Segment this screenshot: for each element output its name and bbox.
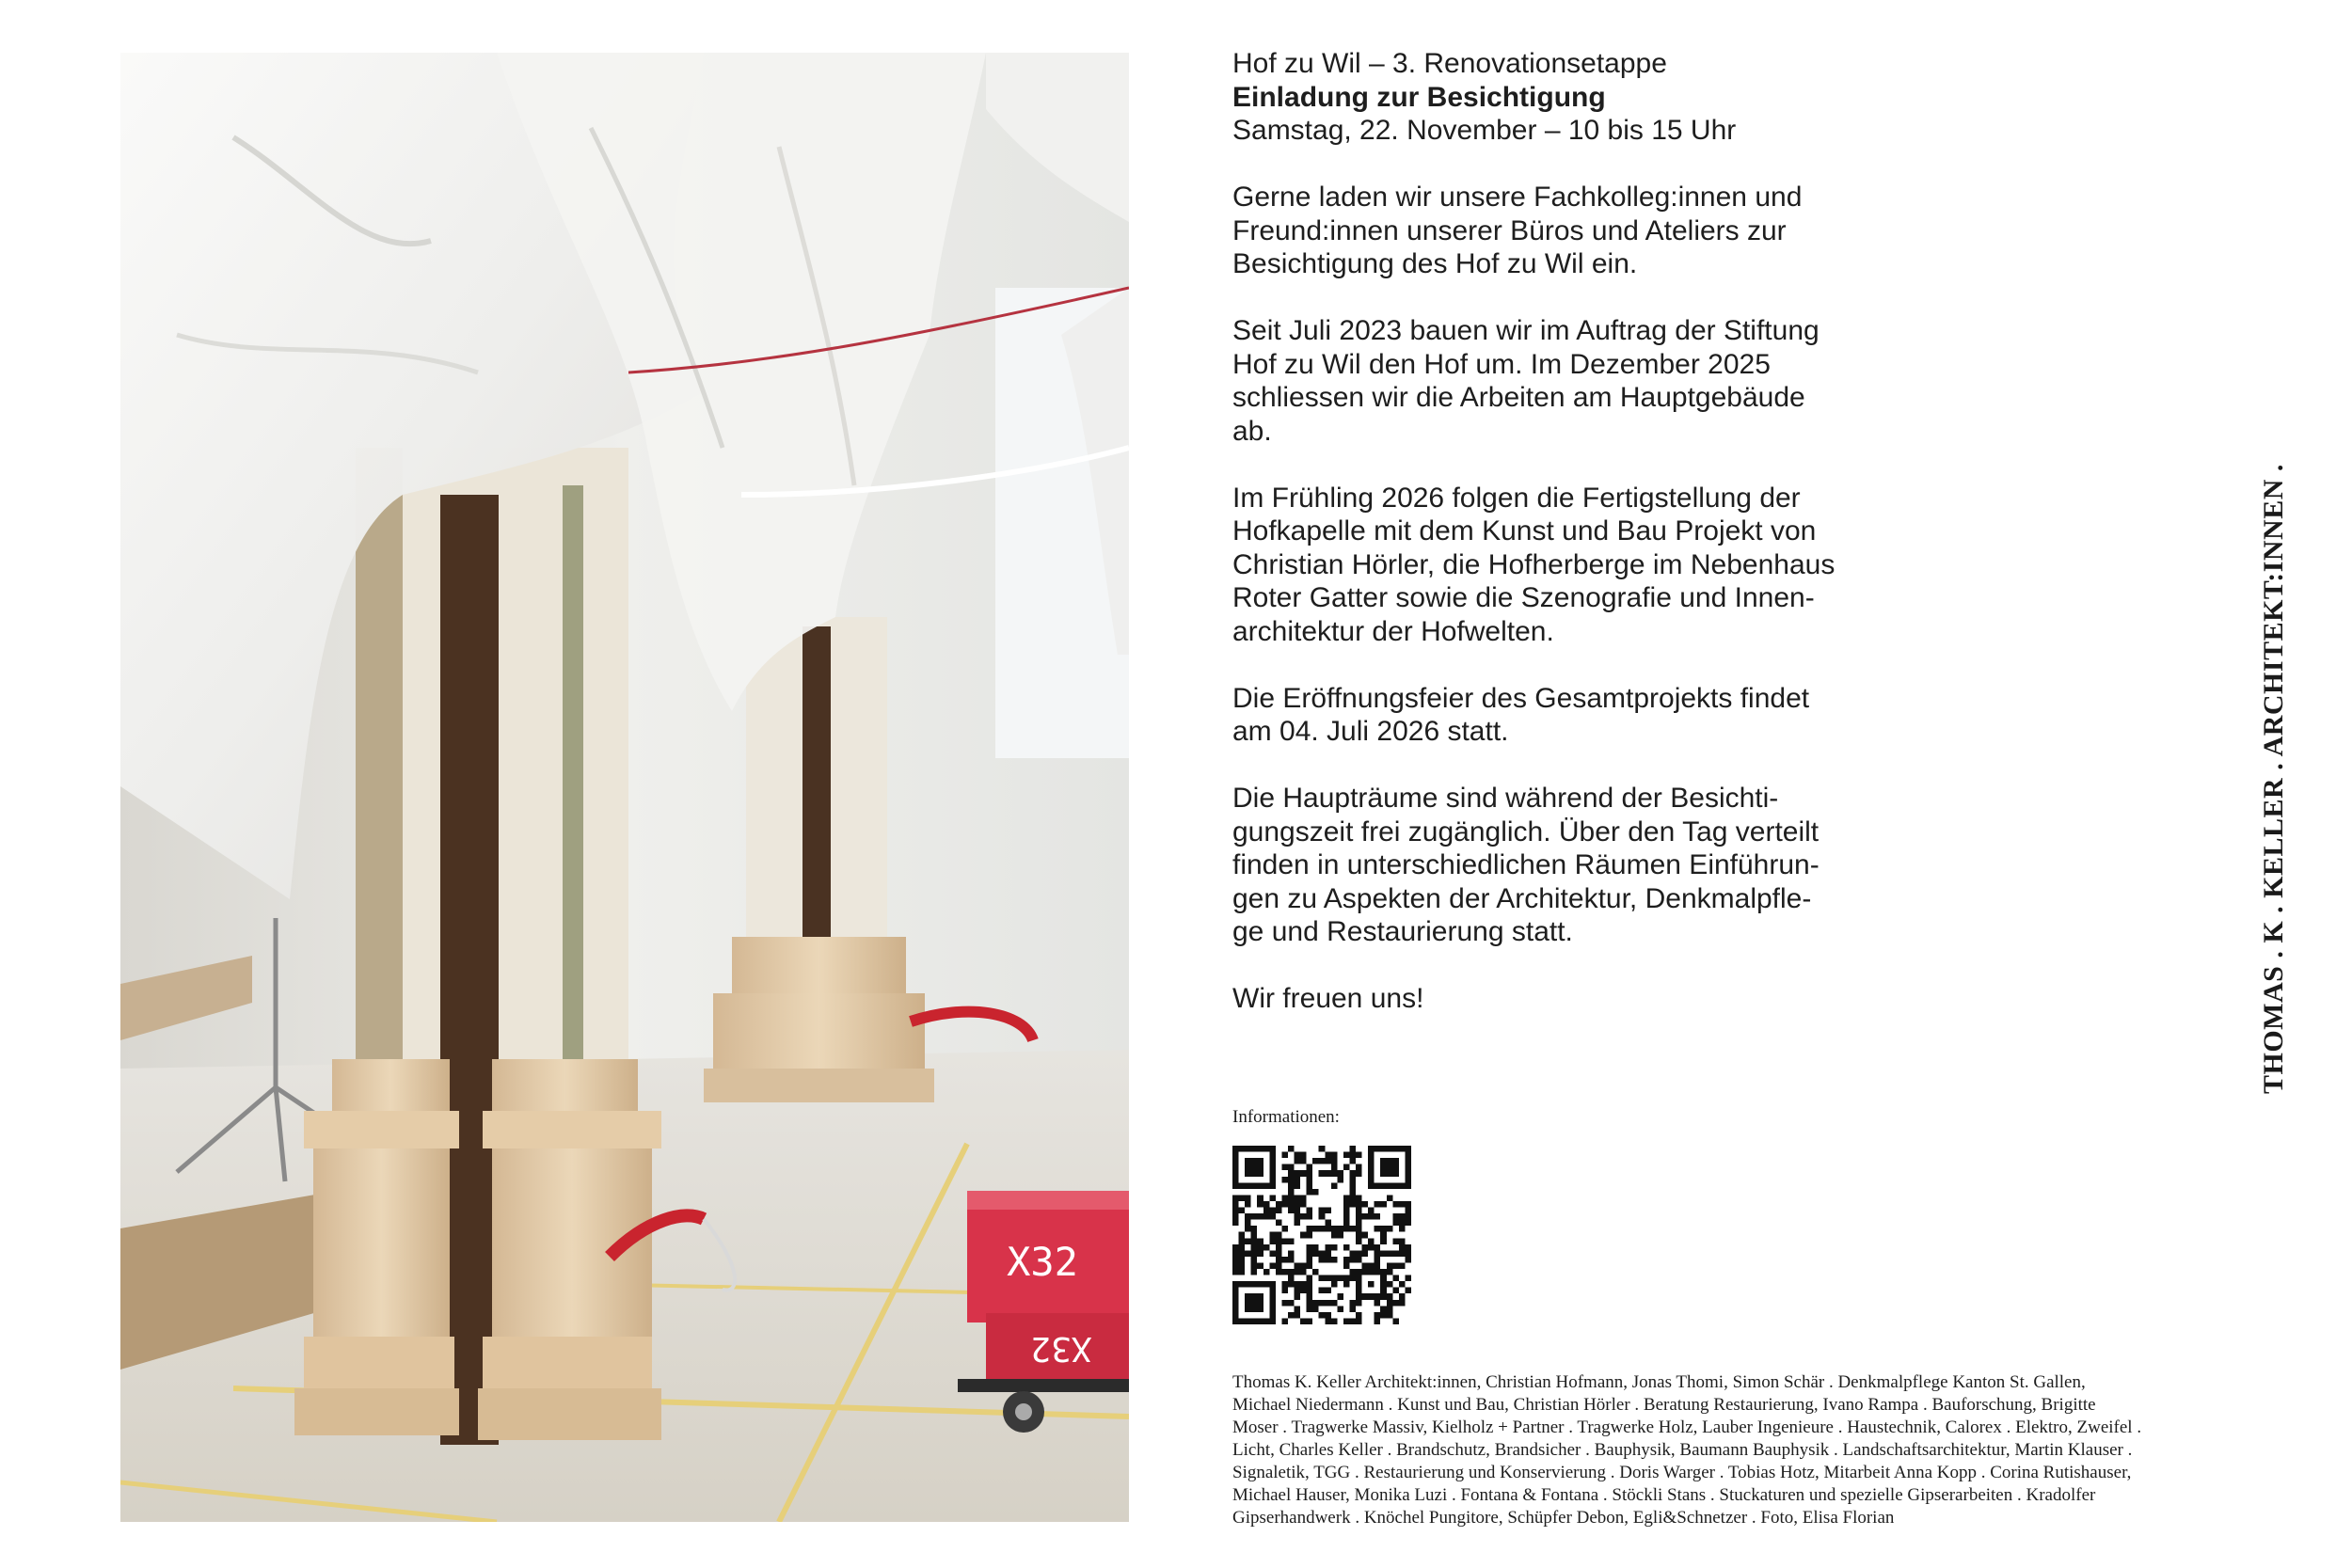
paragraph-invitation: Gerne laden wir unsere Fachkolleg:innen und Freund:innen unserer Büros und Ateliers zur Besichtigung des Hof zu Wil ein. bbox=[1232, 182, 1803, 279]
paragraph-construction: Seit Juli 2023 bauen wir im Auftrag der Stiftung Hof zu Wil den Hof um. Im Dezember 2025 schliessen wir die Arbeiten am Hauptgebäude ab. bbox=[1232, 315, 1820, 447]
invitation-text bbox=[1232, 47, 1910, 1049]
paragraph-spring-2026: Im Frühling 2026 folgen die Fertigstellung der Hofkapelle mit dem Kunst und Bau Projekt von Christian Hörler, die Hofherberge im Nebenhaus Roter Gatter sowie die Szenografie und Innen- architektur der Hofwelten. bbox=[1232, 482, 1836, 647]
paragraph-closing: Wir freuen uns! bbox=[1232, 983, 1424, 1014]
paragraph-access: Die Haupträume sind während der Besichti- gungszeit frei zugänglich. Über den Tag verteilt finden in unterschiedlichen Räumen Einführun- gen zu Aspekten der Architektur, Denkmalpfle- ge und Restaurierung statt. bbox=[1232, 783, 1820, 947]
brand-vertical: THOMAS . K . KELLER . ARCHITEKT:INNEN . bbox=[2258, 464, 2289, 1094]
paragraph-opening: Die Eröffnungsfeier des Gesamtprojekts findet am 04. Juli 2026 statt. bbox=[1232, 682, 1810, 747]
information-label: Informationen: bbox=[1232, 1107, 1340, 1127]
bag-label-bottom: X32 bbox=[1030, 1329, 1092, 1368]
bag-label-top: X32 bbox=[1007, 1239, 1078, 1285]
construction-photo bbox=[120, 53, 1129, 1522]
qr-code[interactable] bbox=[1232, 1146, 1411, 1324]
qr-code-icon bbox=[1232, 1146, 1411, 1324]
header-block bbox=[1232, 47, 1910, 148]
construction-photo-illustration bbox=[120, 53, 1129, 1522]
project-title: Hof zu Wil – 3. Renovationsetappe bbox=[1232, 48, 1667, 79]
credits-list: Thomas K. Keller Architekt:innen, Christian Hofmann, Jonas Thomi, Simon Schär . Denkmalpflege Kanton St. Gallen, Michael Niedermann . Kunst und Bau, Christian Hörler . Beratung Restaurierung, Ivano Rampa . Bauforschung, Brigitte Moser . Tragwerke Massiv, Kielholz + Partner . Tragwerke Holz, Lauber Ingenieure . Haustechnik, Calorex . Elektro, Zweifel . Licht, Charles Keller . Brandschutz, Brandsicher . Bauphysik, Baumann Bauphysik . Landschaftsarchitektur, Martin Klauser . Signaletik, TGG . Restaurierung und Konservierung . Doris Warger . Tobias Hotz, Mitarbeit Anna Kopp . Corina Rutishauser, Michael Hauser, Monika Luzi . Fontana & Fontana . Stöckli Stans . Stuckaturen und spezielle Gipserarbeiten . Kradolfer Gipserhandwerk . Knöchel Pungitore, Schüpfer Debon, Egli&Schnetzer . Foto, Elisa Florian bbox=[1232, 1372, 2142, 1528]
event-date: Samstag, 22. November – 10 bis 15 Uhr bbox=[1232, 115, 1737, 146]
invitation-heading: Einladung zur Besichtigung bbox=[1232, 81, 1606, 113]
